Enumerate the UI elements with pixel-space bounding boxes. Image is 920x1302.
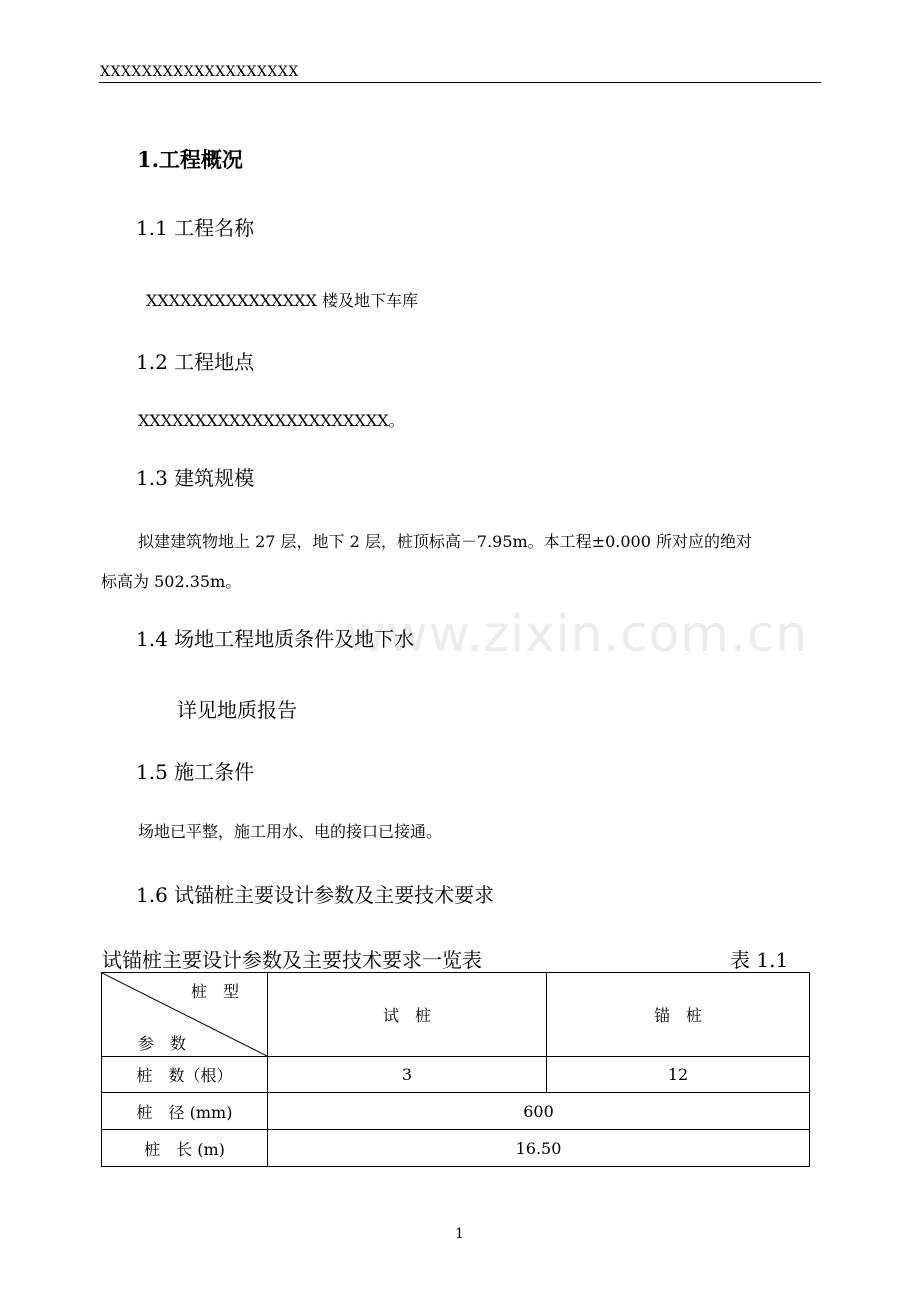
corner-bottom-label: 参 数 — [138, 1034, 187, 1053]
cell-count-anchor: 12 — [547, 1057, 810, 1093]
section-title: 1.工程概况 — [137, 147, 243, 172]
header-test-pile: 试 桩 — [268, 973, 547, 1057]
scale-line-1: 拟建建筑物地上 27 层，地下 2 层，桩顶标高－7.95m。本工程±0.000 所对应的绝对 — [138, 532, 752, 551]
project-location: XXXXXXXXXXXXXXXXXXXXXX。 — [138, 411, 405, 430]
heading-1-3: 1.3 建筑规模 — [136, 466, 255, 490]
project-name: XXXXXXXXXXXXXXX 楼及地下车库 — [146, 291, 418, 310]
spec-table — [101, 972, 810, 1167]
cell-length: 16.50 — [268, 1130, 810, 1167]
heading-1-1: 1.1 工程名称 — [136, 216, 255, 240]
corner-top-label: 桩 型 — [190, 982, 239, 1001]
row-label-count: 桩 数（根） — [102, 1057, 268, 1093]
cell-diameter: 600 — [268, 1093, 810, 1130]
row-label-length: 桩 长 (m) — [102, 1130, 268, 1167]
heading-1-5: 1.5 施工条件 — [136, 760, 255, 784]
watermark: www.zixin.com.cn — [345, 605, 809, 663]
cell-count-test: 3 — [268, 1057, 547, 1093]
page-number: 1 — [455, 1226, 464, 1242]
table-header-row — [102, 973, 810, 1057]
heading-1-4: 1.4 场地工程地质条件及地下水 — [136, 627, 415, 651]
table-number: 表 1.1 — [730, 948, 789, 972]
table-row — [102, 1130, 810, 1167]
site-conditions: 场地已平整，施工用水、电的接口已接通。 — [138, 822, 443, 841]
row-label-diameter: 桩 径 (mm) — [102, 1093, 268, 1130]
geology-note: 详见地质报告 — [177, 698, 297, 722]
header-anchor-pile: 锚 桩 — [547, 973, 810, 1057]
page-header-text: XXXXXXXXXXXXXXXXXXX — [100, 64, 299, 80]
table-row — [102, 1057, 810, 1093]
header-rule — [99, 82, 821, 83]
table-row — [102, 1093, 810, 1130]
heading-1-2: 1.2 工程地点 — [136, 350, 255, 374]
scale-line-2: 标高为 502.35m。 — [101, 572, 242, 591]
corner-cell — [102, 973, 268, 1057]
table-caption: 试锚桩主要设计参数及主要技术要求一览表 — [102, 948, 482, 972]
heading-1-6: 1.6 试锚桩主要设计参数及主要技术要求 — [136, 883, 495, 907]
